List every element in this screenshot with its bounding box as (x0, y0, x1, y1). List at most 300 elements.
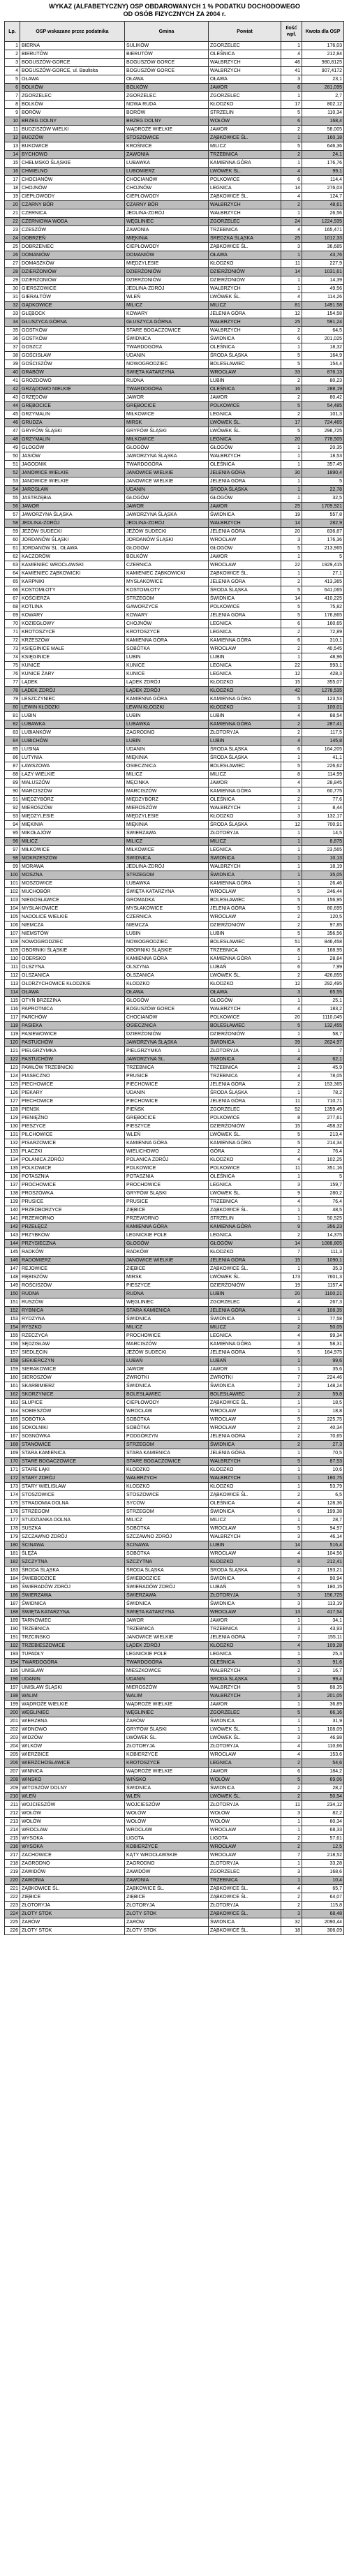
cell-gmina: STRZEGOM (125, 1441, 209, 1449)
cell-powiat: LUBIN (209, 737, 281, 746)
cell-amount: 99,1 (302, 168, 344, 176)
cell-amount: 120,5 (302, 913, 344, 921)
cell-amount: 50,05 (302, 1324, 344, 1332)
cell-lp: 41 (5, 377, 20, 385)
cell-gmina: BORÓW (125, 109, 209, 117)
cell-amount: 99,6 (302, 1357, 344, 1365)
cell-lp: 92 (5, 804, 20, 813)
table-row (5, 1474, 344, 1483)
cell-osp-name: UNISŁAW ŚLĄSKI (20, 1684, 125, 1692)
cell-amount: 154,58 (302, 310, 344, 318)
cell-osp-name: ZŁOTY STOK (20, 1927, 125, 1935)
cell-lp: 124 (5, 1072, 20, 1081)
table-row (5, 67, 344, 75)
cell-gmina: KROTOSZYCE (125, 628, 209, 637)
cell-count: 2 (281, 394, 302, 402)
cell-count: 5 (281, 1131, 302, 1139)
cell-lp: 68 (5, 603, 20, 612)
cell-powiat: ŚWIDNICA (209, 1039, 281, 1047)
cell-amount: 2624,97 (302, 1039, 344, 1047)
cell-gmina: GŁOGÓW (125, 444, 209, 452)
cell-amount: 641,065 (302, 586, 344, 595)
cell-amount: 156,725 (302, 1592, 344, 1600)
cell-osp-name: KSIĘGINICE (20, 653, 125, 662)
cell-powiat: GŁOGÓW (209, 1240, 281, 1248)
table-row (5, 1441, 344, 1449)
cell-amount: 180,75 (302, 1474, 344, 1483)
cell-osp-name: LUSINA (20, 746, 125, 754)
cell-powiat: GŁOGÓW (209, 494, 281, 503)
cell-amount: 1031,61 (302, 268, 344, 276)
cell-lp: 161 (5, 1382, 20, 1391)
table-row (5, 1240, 344, 1248)
cell-lp: 114 (5, 989, 20, 997)
cell-amount: 218,52 (302, 1851, 344, 1860)
cell-powiat: LWÓWEK ŚL. (209, 1190, 281, 1198)
cell-gmina: JANOWICE WIELKIE (125, 469, 209, 478)
cell-count: 33 (281, 369, 302, 377)
cell-powiat: ZĄBKOWICE ŚL. (209, 1399, 281, 1407)
cell-lp: 45 (5, 410, 20, 419)
cell-gmina: STRZEGOM (125, 1508, 209, 1516)
cell-osp-name: ZĄBKOWICE ŚL. (20, 1885, 125, 1893)
cell-gmina: BOLKÓW (125, 84, 209, 92)
cell-count: 3 (281, 1600, 302, 1608)
cell-osp-name: PILCHOWICE (20, 1131, 125, 1139)
cell-count: 1 (281, 1466, 302, 1474)
cell-powiat: POLKOWICE (209, 1114, 281, 1123)
table-row (5, 687, 344, 695)
cell-gmina: PRZEWORNO (125, 1215, 209, 1223)
table-row (5, 318, 344, 327)
cell-lp: 57 (5, 511, 20, 519)
cell-amount: 43,93 (302, 1625, 344, 1634)
cell-gmina: UDANIN (125, 352, 209, 360)
cell-gmina: KOSTOMŁOTY (125, 586, 209, 595)
cell-osp-name: BYCHOWO (20, 151, 125, 159)
cell-gmina: GROMADKA (125, 896, 209, 905)
cell-amount: 68,33 (302, 1826, 344, 1835)
cell-count: 1 (281, 1047, 302, 1056)
cell-gmina: GRYFÓW ŚLĄSKI (125, 1726, 209, 1734)
cell-count: 2 (281, 410, 302, 419)
cell-gmina: RUDNA (125, 377, 209, 385)
cell-gmina: MARCISZÓW (125, 787, 209, 796)
cell-count: 3 (281, 1659, 302, 1667)
cell-osp-name: STOSZOWICE (20, 1491, 125, 1500)
cell-lp: 102 (5, 888, 20, 896)
table-row (5, 352, 344, 360)
cell-lp: 164 (5, 1407, 20, 1416)
cell-powiat: WROCŁAW (209, 888, 281, 896)
cell-gmina: OŁAWA (125, 989, 209, 997)
cell-lp: 7 (5, 92, 20, 101)
cell-count: 2 (281, 1793, 302, 1801)
cell-count: 3 (281, 1592, 302, 1600)
cell-amount: 31,9 (302, 1717, 344, 1726)
table-row (5, 997, 344, 1005)
cell-gmina: MIŁKOWICE (125, 846, 209, 854)
cell-osp-name: JASTRZĘBIA (20, 494, 125, 503)
table-row (5, 327, 344, 335)
cell-amount: 82,2 (302, 1809, 344, 1818)
cell-lp: 85 (5, 746, 20, 754)
cell-powiat: WROCŁAW (209, 1751, 281, 1759)
cell-count: 2 (281, 201, 302, 209)
cell-powiat: TRZEBNICA (209, 1877, 281, 1885)
cell-gmina: MYSŁAKOWICE (125, 905, 209, 913)
cell-count: 4 (281, 1885, 302, 1893)
cell-gmina: JAWORZYNA ŚLĄSKA (125, 1039, 209, 1047)
cell-gmina: MIEROSZÓW (125, 1684, 209, 1692)
cell-count: 2 (281, 1382, 302, 1391)
cell-amount: 32,5 (302, 494, 344, 503)
cell-osp-name: BOLKÓW (20, 84, 125, 92)
cell-gmina: ZŁOTORYJA (125, 1742, 209, 1751)
cell-osp-name: UDANIN (20, 1675, 125, 1684)
cell-lp: 74 (5, 653, 20, 662)
cell-gmina: GŁUSZYCA GÓRNA (125, 318, 209, 327)
cell-gmina: MIRSK (125, 1273, 209, 1282)
cell-gmina: WROCŁAW (125, 1826, 209, 1835)
cell-lp: 184 (5, 1575, 20, 1583)
table-row (5, 1374, 344, 1382)
cell-powiat: KŁODZKO (209, 980, 281, 989)
cell-count: 6 (281, 117, 302, 126)
cell-powiat: ZŁOTORYJA (209, 1047, 281, 1056)
cell-osp-name: ŚWIĘTA KATARZYNA (20, 1608, 125, 1617)
table-row (5, 813, 344, 821)
cell-count: 2 (281, 1433, 302, 1441)
cell-lp: 190 (5, 1625, 20, 1634)
cell-lp: 172 (5, 1474, 20, 1483)
cell-gmina: STRZEGOM (125, 595, 209, 603)
cell-gmina: BOGUSZÓW GORCE (125, 67, 209, 75)
cell-lp: 120 (5, 1039, 20, 1047)
cell-lp: 122 (5, 1056, 20, 1064)
cell-powiat: ŚWIDNICA (209, 1918, 281, 1927)
cell-osp-name: GIERSZOWICE (20, 285, 125, 293)
cell-powiat: TRZEBNICA (209, 1064, 281, 1072)
cell-osp-name: KACZORÓW (20, 553, 125, 561)
cell-osp-name: GŁUSZYCA GÓRNA (20, 318, 125, 327)
cell-count: 1 (281, 1483, 302, 1491)
cell-osp-name: CZARNY BÓR (20, 201, 125, 209)
cell-osp-name: RADOMIERZ (20, 1257, 125, 1265)
cell-gmina: ŚWIERZAWA (125, 1592, 209, 1600)
cell-lp: 185 (5, 1583, 20, 1592)
cell-amount: 356,23 (302, 1223, 344, 1231)
cell-gmina: OŁAWA (125, 75, 209, 84)
cell-lp: 70 (5, 620, 20, 628)
cell-lp: 170 (5, 1458, 20, 1466)
cell-amount: 40,34 (302, 1424, 344, 1433)
cell-gmina: LĄDEK ZDRÓJ (125, 687, 209, 695)
cell-count: 5 (281, 402, 302, 410)
cell-osp-name: ZAGRODNO (20, 1860, 125, 1868)
cell-powiat: LEGNICA (209, 662, 281, 670)
cell-count: 1 (281, 1399, 302, 1407)
cell-count: 1 (281, 1449, 302, 1458)
cell-gmina: WLEŃ (125, 293, 209, 302)
cell-count: 1 (281, 209, 302, 218)
cell-osp-name: BUDZÓW (20, 134, 125, 142)
cell-amount: 54,485 (302, 402, 344, 410)
cell-amount: 176,76 (302, 159, 344, 168)
cell-gmina: JEŻÓW SUDECKI (125, 528, 209, 536)
table-row (5, 159, 344, 168)
cell-amount: 33,28 (302, 1860, 344, 1868)
cell-powiat: WAŁBRZYCH (209, 318, 281, 327)
cell-count: 2 (281, 972, 302, 980)
cell-count: 1 (281, 1717, 302, 1726)
cell-powiat: ŚWIDNICA (209, 1575, 281, 1583)
cell-gmina: TRZEBNICA (125, 1064, 209, 1072)
cell-count: 3 (281, 1734, 302, 1742)
cell-count: 4 (281, 1156, 302, 1164)
cell-gmina: SYCÓW (125, 1500, 209, 1508)
cell-gmina: DZIERŻONIÓW (125, 276, 209, 285)
table-row (5, 369, 344, 377)
table-row (5, 469, 344, 478)
cell-osp-name: GĄDKOWICE (20, 302, 125, 310)
table-row (5, 377, 344, 385)
cell-powiat: MILICZ (209, 1324, 281, 1332)
cell-powiat: ZGORZELEC (209, 42, 281, 50)
cell-count: 2 (281, 729, 302, 737)
cell-powiat: KAMIENNA GÓRA (209, 1340, 281, 1349)
cell-powiat: JAWOR (209, 394, 281, 402)
cell-amount: 64,5 (302, 327, 344, 335)
table-row (5, 729, 344, 737)
table-row (5, 1257, 344, 1265)
table-row (5, 1173, 344, 1181)
cell-osp-name: ŁAWSZOWA (20, 762, 125, 771)
table-row (5, 620, 344, 628)
cell-osp-name: SĘDZISŁAW (20, 1340, 125, 1349)
cell-lp: 180 (5, 1541, 20, 1550)
cell-powiat: ZGORZELEC (209, 1709, 281, 1717)
cell-count: 2 (281, 1081, 302, 1089)
cell-count: 3 (281, 989, 302, 997)
cell-osp-name: WINSKO (20, 1776, 125, 1784)
osp-table (4, 21, 344, 1935)
cell-amount: 296,725 (302, 427, 344, 436)
cell-lp: 177 (5, 1516, 20, 1525)
cell-lp: 76 (5, 670, 20, 679)
cell-count: 5 (281, 1139, 302, 1148)
table-row (5, 235, 344, 243)
cell-gmina: KUNICE (125, 670, 209, 679)
cell-count: 3 (281, 813, 302, 821)
table-row (5, 1701, 344, 1709)
cell-powiat: OLEŚNICA (209, 1659, 281, 1667)
cell-powiat: WAŁBRZYCH (209, 285, 281, 293)
cell-powiat: WAŁBRZYCH (209, 201, 281, 209)
cell-powiat: LUBIN (209, 1541, 281, 1550)
cell-powiat: ŚWIDNICA (209, 1717, 281, 1726)
cell-amount: 413,365 (302, 578, 344, 586)
cell-osp-name: CZERNICA (20, 209, 125, 218)
cell-amount: 292,495 (302, 980, 344, 989)
cell-powiat: KŁODZKO (209, 1156, 281, 1164)
cell-gmina: LEWIN KŁODZKI (125, 704, 209, 712)
table-row (5, 1307, 344, 1315)
cell-gmina: ZIĘBICE (125, 1206, 209, 1215)
cell-amount: 78,2 (302, 1089, 344, 1097)
cell-gmina: WIŃSKO (125, 1776, 209, 1784)
cell-count: 3 (281, 1910, 302, 1918)
cell-lp: 19 (5, 193, 20, 201)
cell-powiat: KAMIENNA GÓRA (209, 880, 281, 888)
cell-powiat: LEGNICA (209, 436, 281, 444)
cell-count: 30 (281, 469, 302, 478)
cell-gmina: PIESZYCE (125, 1282, 209, 1290)
cell-amount: 213,4 (302, 1131, 344, 1139)
cell-gmina: ZAGRODNO (125, 1860, 209, 1868)
cell-count: 4 (281, 226, 302, 235)
cell-powiat: LUBIN (209, 930, 281, 938)
cell-count: 2 (281, 913, 302, 921)
cell-powiat: WROCŁAW (209, 913, 281, 921)
cell-amount: 23,1 (302, 75, 344, 84)
table-row (5, 1131, 344, 1139)
cell-amount: 124,7 (302, 193, 344, 201)
cell-count: 5 (281, 1416, 302, 1424)
cell-gmina: ŚWIDNICA (125, 1382, 209, 1391)
cell-osp-name: WILKÓW (20, 1742, 125, 1751)
cell-powiat: LEGNICA (209, 1231, 281, 1240)
cell-osp-name: PRZEŁĘCZ (20, 1223, 125, 1231)
cell-amount: 76,4 (302, 1148, 344, 1156)
cell-osp-name: ZAWONIA (20, 1877, 125, 1885)
table-row (5, 50, 344, 59)
table-row (5, 528, 344, 536)
cell-gmina: POLANICA ZDRÓJ (125, 1156, 209, 1164)
table-row (5, 1206, 344, 1215)
cell-gmina: MIESZKOWICE (125, 1667, 209, 1675)
cell-powiat: LUBIN (209, 1290, 281, 1298)
cell-osp-name: KRZESZÓW (20, 637, 125, 645)
cell-amount: 282,9 (302, 519, 344, 528)
cell-lp: 27 (5, 260, 20, 268)
cell-count: 4 (281, 168, 302, 176)
cell-powiat: WAŁBRZYCH (209, 67, 281, 75)
table-row (5, 151, 344, 159)
cell-gmina: STOSZOWICE (125, 1491, 209, 1500)
cell-lp: 194 (5, 1659, 20, 1667)
cell-osp-name: KOTLINA (20, 603, 125, 612)
cell-powiat: LUBIN (209, 377, 281, 385)
cell-gmina: ZWROTKI (125, 1374, 209, 1382)
cell-count: 4 (281, 1500, 302, 1508)
cell-gmina: ŚWIDNICA (125, 1315, 209, 1324)
cell-amount: 213,965 (302, 545, 344, 553)
table-row (5, 787, 344, 796)
cell-lp: 209 (5, 1784, 20, 1793)
cell-powiat: LWÓWEK ŚL. (209, 1131, 281, 1139)
cell-lp: 17 (5, 176, 20, 184)
cell-count: 2 (281, 921, 302, 930)
cell-count: 5 (281, 545, 302, 553)
cell-gmina: ZAWIDÓW (125, 1868, 209, 1877)
cell-lp: 69 (5, 612, 20, 620)
cell-count: 3 (281, 1340, 302, 1349)
cell-powiat: KAMIENNA GÓRA (209, 955, 281, 963)
cell-amount: 168,4 (302, 117, 344, 126)
cell-lp: 165 (5, 1416, 20, 1424)
table-row (5, 980, 344, 989)
cell-count: 4 (281, 1198, 302, 1206)
cell-count: 8 (281, 771, 302, 779)
cell-osp-name: WLEŃ (20, 1793, 125, 1801)
cell-amount: 287,41 (302, 720, 344, 729)
table-row (5, 243, 344, 251)
cell-count: 3 (281, 1533, 302, 1541)
cell-lp: 181 (5, 1550, 20, 1558)
table-row (5, 1491, 344, 1500)
header-row (5, 22, 344, 42)
cell-powiat: JELENIA GÓRA (209, 478, 281, 486)
cell-count: 2 (281, 1231, 302, 1240)
cell-powiat: ZĄBKOWICE ŚL. (209, 1893, 281, 1902)
cell-osp-name: ŚWIERADÓW ZDRÓJ (20, 1583, 125, 1592)
cell-gmina: MILICZ (125, 838, 209, 846)
table-row (5, 1642, 344, 1650)
table-row (5, 821, 344, 829)
cell-powiat: ZĄBKOWICE ŚL. (209, 1206, 281, 1215)
cell-amount: 41,1 (302, 754, 344, 762)
table-row (5, 1550, 344, 1558)
cell-powiat: ZĄBKOWICE ŚL. (209, 1910, 281, 1918)
table-row (5, 285, 344, 293)
cell-powiat: WROCŁAW (209, 1843, 281, 1851)
cell-amount: 25,1 (302, 997, 344, 1005)
cell-osp-name: PIELGRZYMKA (20, 1047, 125, 1056)
table-row (5, 1114, 344, 1123)
table-row (5, 1315, 344, 1324)
cell-count: 3 (281, 75, 302, 84)
cell-gmina: DOMANIÓW (125, 251, 209, 260)
cell-osp-name: DOBRZENIEC (20, 243, 125, 251)
cell-count: 15 (281, 1123, 302, 1131)
cell-osp-name: PAWŁÓW TRZEBNICKI (20, 1064, 125, 1072)
cell-gmina: GRYFÓW ŚLĄSKI (125, 1190, 209, 1198)
cell-amount: 68,48 (302, 1910, 344, 1918)
cell-osp-name: OBORNIKI ŚLĄSKIE (20, 947, 125, 955)
cell-lp: 196 (5, 1675, 20, 1684)
table-row (5, 1123, 344, 1131)
cell-count: 11 (281, 1164, 302, 1173)
cell-osp-name: DZIERŻONIÓW (20, 268, 125, 276)
cell-osp-name: PIASECZNO (20, 1072, 125, 1081)
table-row (5, 1608, 344, 1617)
cell-amount: 114,26 (302, 293, 344, 302)
cell-powiat: KŁODZKO (209, 101, 281, 109)
cell-powiat: JELENIA GÓRA (209, 469, 281, 478)
cell-osp-name: STANOWICE (20, 1441, 125, 1449)
cell-amount: 10,13 (302, 854, 344, 863)
cell-lp: 65 (5, 578, 20, 586)
cell-powiat: WROCŁAW (209, 1424, 281, 1433)
cell-lp: 143 (5, 1231, 20, 1240)
cell-lp: 131 (5, 1131, 20, 1139)
cell-lp: 136 (5, 1173, 20, 1181)
cell-lp: 33 (5, 310, 20, 318)
table-row (5, 394, 344, 402)
table-row (5, 880, 344, 888)
cell-amount: 1157,4 (302, 1282, 344, 1290)
